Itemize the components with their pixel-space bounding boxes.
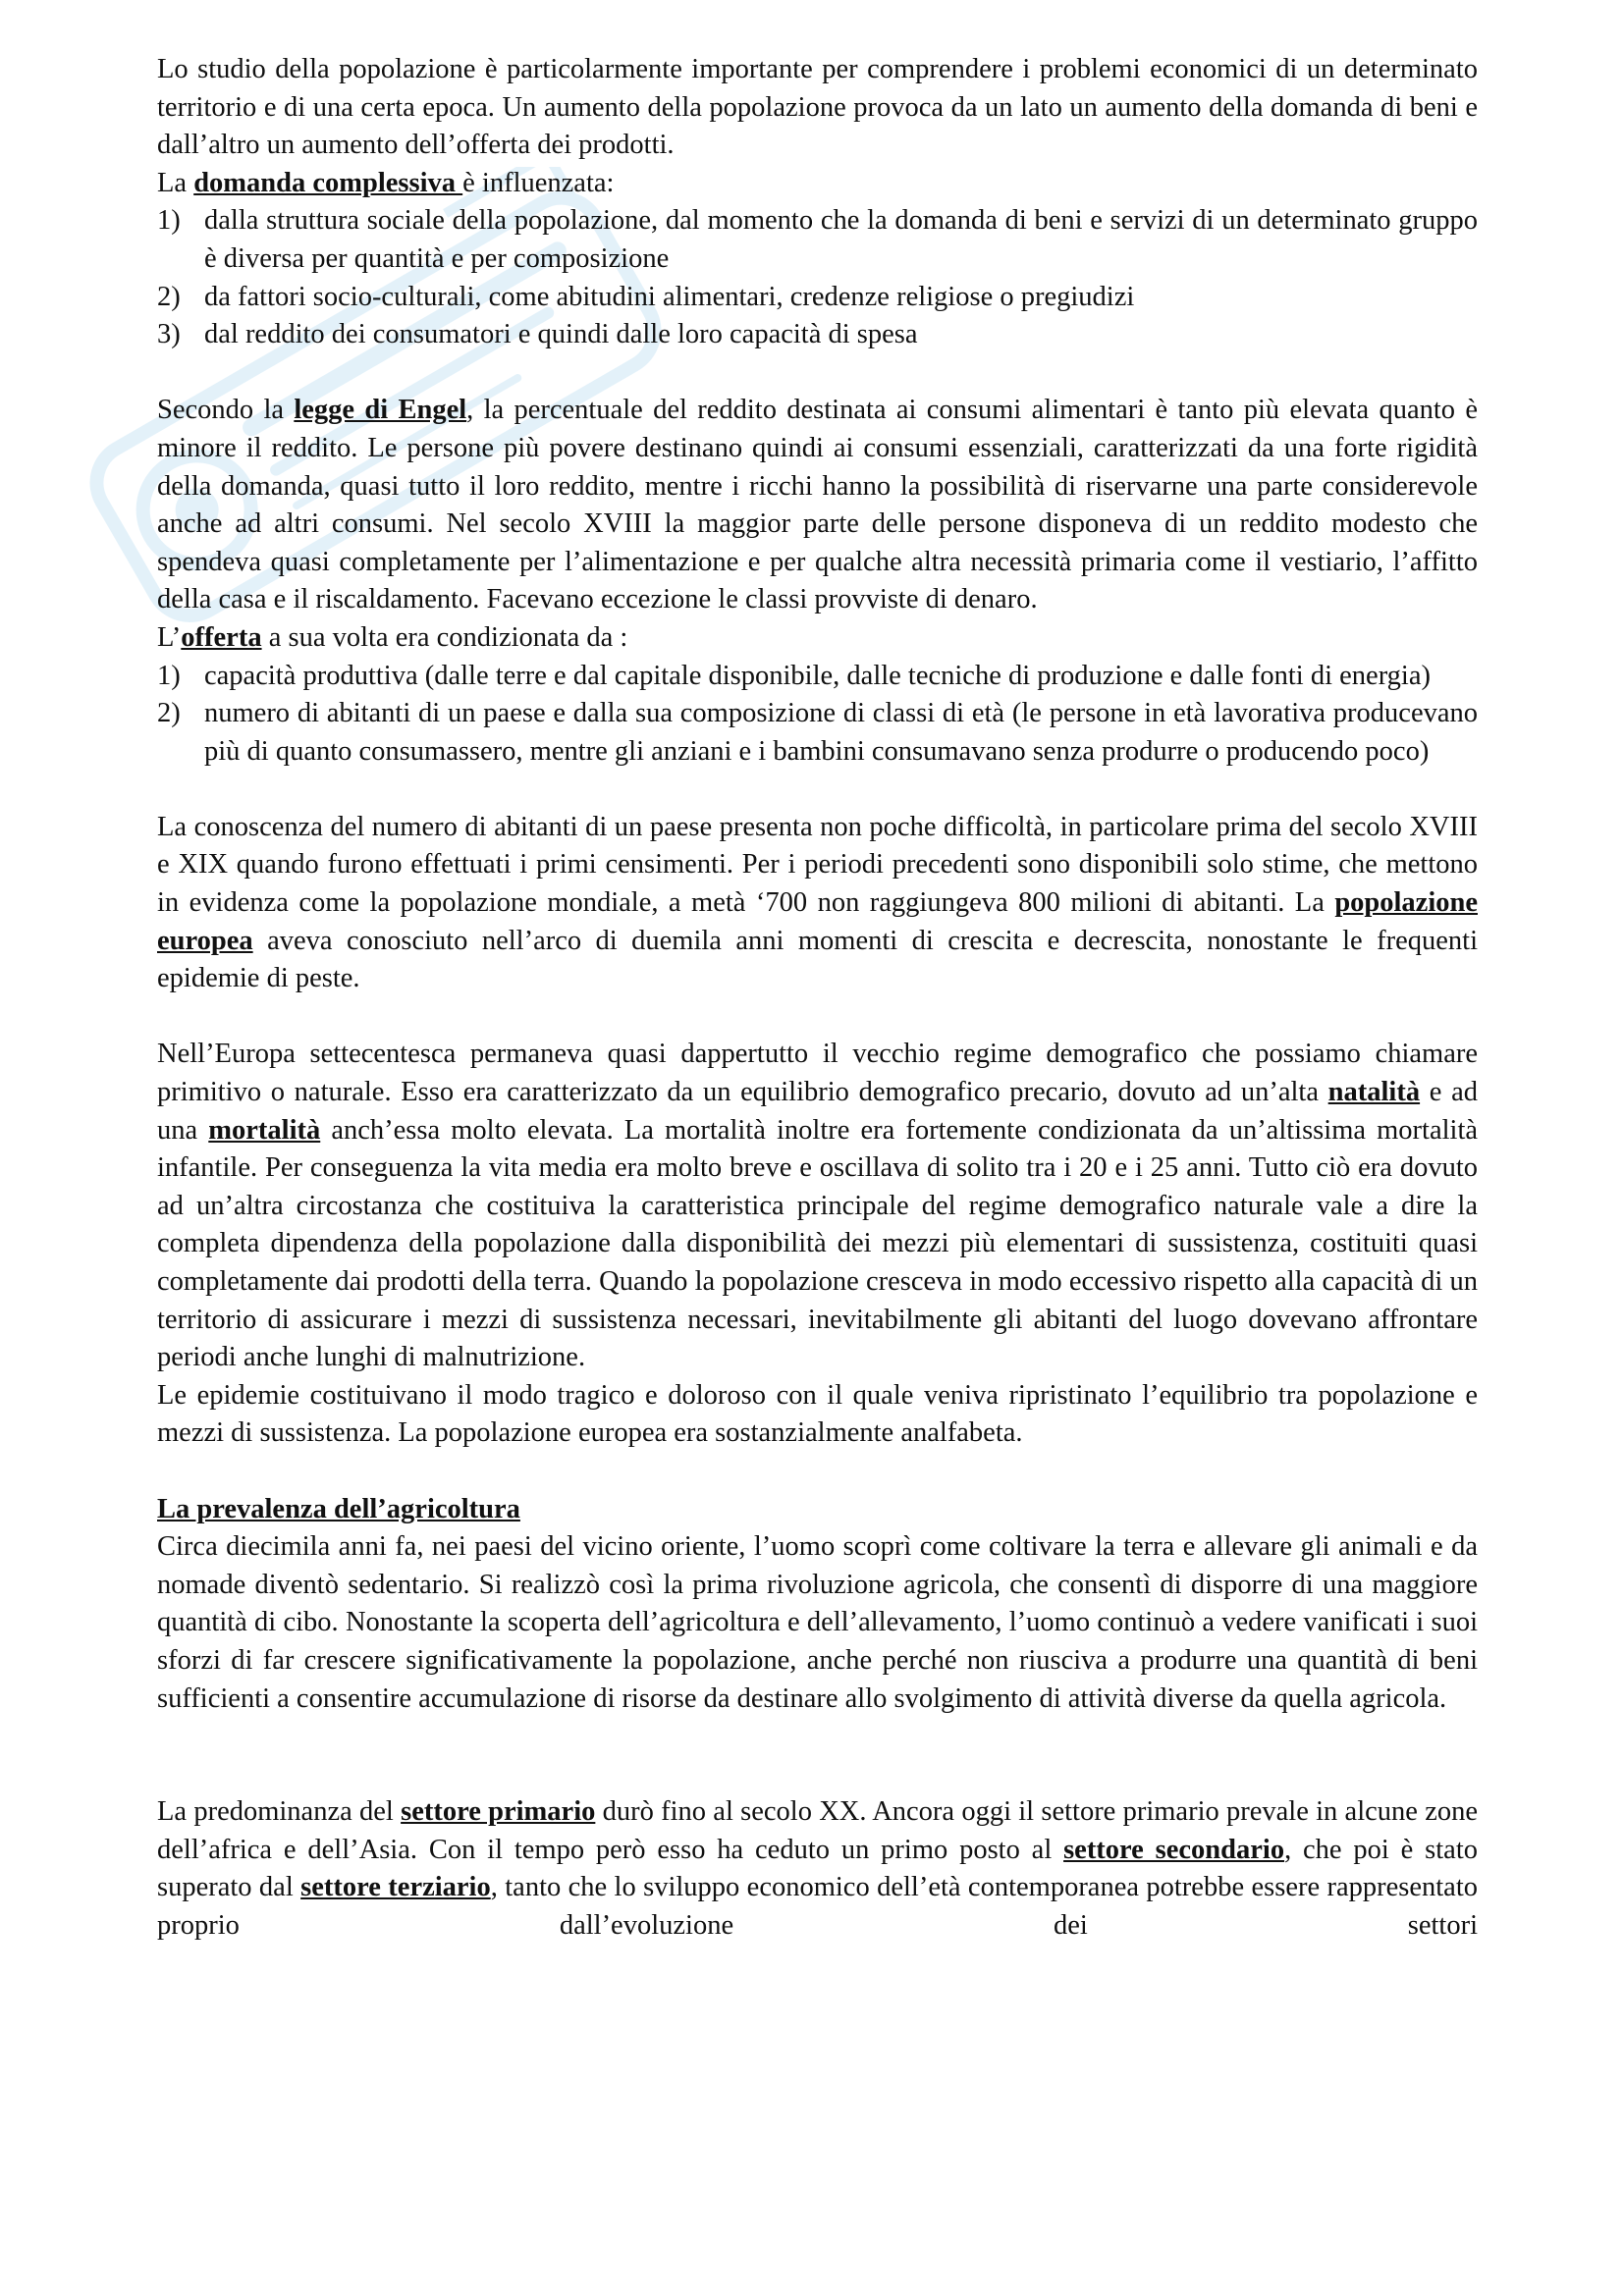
settore-secondario-term: settore secondario [1063, 1834, 1285, 1865]
domanda-complessiva-term: domanda complessiva [193, 167, 463, 198]
list-item: 1) dalla struttura sociale della popolazione, dal momento che la domanda di beni e servizi di un determinato gruppo è diversa per quantità e per composizione [157, 205, 1478, 274]
spacer [157, 354, 1478, 393]
document-body [157, 51, 1478, 1946]
list-item: 2) da fattori socio-culturali, come abitudini alimentari, credenze religiose o pregiudizi [157, 281, 1135, 312]
natalita-term: natalità [1327, 1077, 1421, 1108]
spacer [157, 1453, 1478, 1491]
settore-terziario-term: settore terziario [300, 1872, 491, 1903]
domanda-list [157, 202, 1478, 353]
engel-paragraph: Secondo la legge di Engel, la percentuale del reddito destinata ai consumi alimentari è tanto più elevata quanto è minore il reddito. Le persone più povere destinano quindi ai consumi essenziali, caratterizzati da una forte rigidità della domanda, quasi tutto il loro reddito, mentre i ricchi hanno la possibilità di riservarne una parte considerevole anche ad altri consumi. Nel secolo XVIII la maggior parte delle persone disponeva di un reddito modesto che spendeva quasi completamente per l’alimentazione e per qualche altra necessità primaria come il vestiario, l’affitto della casa e il riscaldamento. Facevano eccezione le classi provviste di denaro. [157, 395, 1478, 615]
list-item: 2) numero di abitanti di un paese e dalla sua composizione di classi di età (le persone in età lavorativa producevano più di quanto consumassero, mentre gli anziani e i bambini consumavano senza produrre o producendo poco) [157, 698, 1478, 767]
offerta-term: offerta [181, 621, 262, 653]
spacer [157, 998, 1478, 1037]
epidemie-paragraph: Le epidemie costituivano il modo tragico e doloroso con il quale veniva ripristinato l’equilibrio tra popolazione e mezzi di sussistenza. La popolazione europea era sostanzialmente analfabeta. [157, 1379, 1478, 1449]
spacer [157, 771, 1478, 809]
offerta-list [157, 658, 1478, 772]
mortalita-term: mortalità [208, 1114, 321, 1146]
list-item: 3) dal reddito dei consumatori e quindi dalle loro capacità di spesa [157, 319, 918, 350]
domanda-paragraph: La domanda complessiva è influenzata: [157, 167, 615, 198]
popolazione-europea-term: popolazione europea [157, 887, 1478, 956]
settori-paragraph: La predominanza del settore primario durò fino al secolo XX. Ancora oggi il settore primario prevale in alcune zone dell’africa e dell’Asia. Con il tempo però esso ha ceduto un primo posto al settore secondario, che poi è stato superato dal settore terziario, tanto che lo sviluppo economico dell’età contemporanea potrebbe essere rappresentato proprio dall’evoluzione dei settori [157, 1796, 1479, 1941]
agricoltura-paragraph: Circa diecimila anni fa, nei paesi del vicino oriente, l’uomo scoprì come coltivare la terra e allevare gli animali e da nomade diventò sedentario. Si realizzò così la prima rivoluzione agricola, che consentì di disporre di una maggiore quantità di cibo. Nonostante la scoperta dell’agricoltura e dell’allevamento, l’uomo continuò a vedere vanificati i suoi sforzi di far crescere significativamente la popolazione, anche perché non riusciva a produrre una quantità di beni sufficienti a consentire accumulazione di risorse da destinare allo svolgimento di attività diverse da quella agricola. [157, 1531, 1478, 1714]
intro-paragraph: Lo studio della popolazione è particolarmente importante per comprendere i problemi economici di un determinato territorio e di una certa epoca. Un aumento della popolazione provoca da un lato un aumento della domanda di beni e dall’altro un aumento dell’offerta dei prodotti. [157, 54, 1478, 161]
regime-paragraph: Nell’Europa settecentesca permaneva quasi dappertutto il vecchio regime demografico che possiamo chiamare primitivo o naturale. Esso era caratterizzato da un equilibrio demografico precario, dovuto ad un’alta natalità e ad una mortalità anch’essa molto elevata. La mortalità inoltre era fortemente condizionata da un’altissima mortalità infantile. Per conseguenza la vita media era molto breve e oscillava di solito tra i 20 e i 25 anni. Tutto ciò era dovuto ad un’altra circostanza che costituiva la caratteristica principale del regime demografico naturale vale a dire la completa dipendenza della popolazione dalla disponibilità dei mezzi più elementari di sussistenza, costituiti quasi completamente dai prodotti della terra. Quando la popolazione cresceva in modo eccessivo rispetto alla capacità di un territorio di assicurare i mezzi di sussistenza necessari, inevitabilmente gli abitanti del luogo dovevano affrontare periodi anche lunghi di malnutrizione. [157, 1039, 1479, 1373]
agricoltura-heading: La prevalenza dell’agricoltura [157, 1493, 520, 1524]
conoscenza-paragraph: La conoscenza del numero di abitanti di un paese presenta non poche difficoltà, in particolare prima del secolo XVIII e XIX quando furono effettuati i primi censimenti. Per i periodi precedenti sono disponibili solo stime, che mettono in evidenza come la popolazione mondiale, a metà ‘700 non raggiungeva 800 milioni di abitanti. La popolazione europea aveva conosciuto nell’arco di duemila anni momenti di crescita e decrescita, nonostante le frequenti epidemie di peste. [157, 811, 1478, 994]
legge-di-engel-term: legge di Engel [294, 395, 467, 426]
spacer [157, 1718, 1478, 1793]
settore-primario-term: settore primario [401, 1796, 596, 1828]
list-item: 1) capacità produttiva (dalle terre e dal capitale disponibile, dalle tecniche di produzione e dalle fonti di energia) [157, 660, 1431, 691]
offerta-paragraph: L’offerta a sua volta era condizionata da : [157, 621, 628, 653]
